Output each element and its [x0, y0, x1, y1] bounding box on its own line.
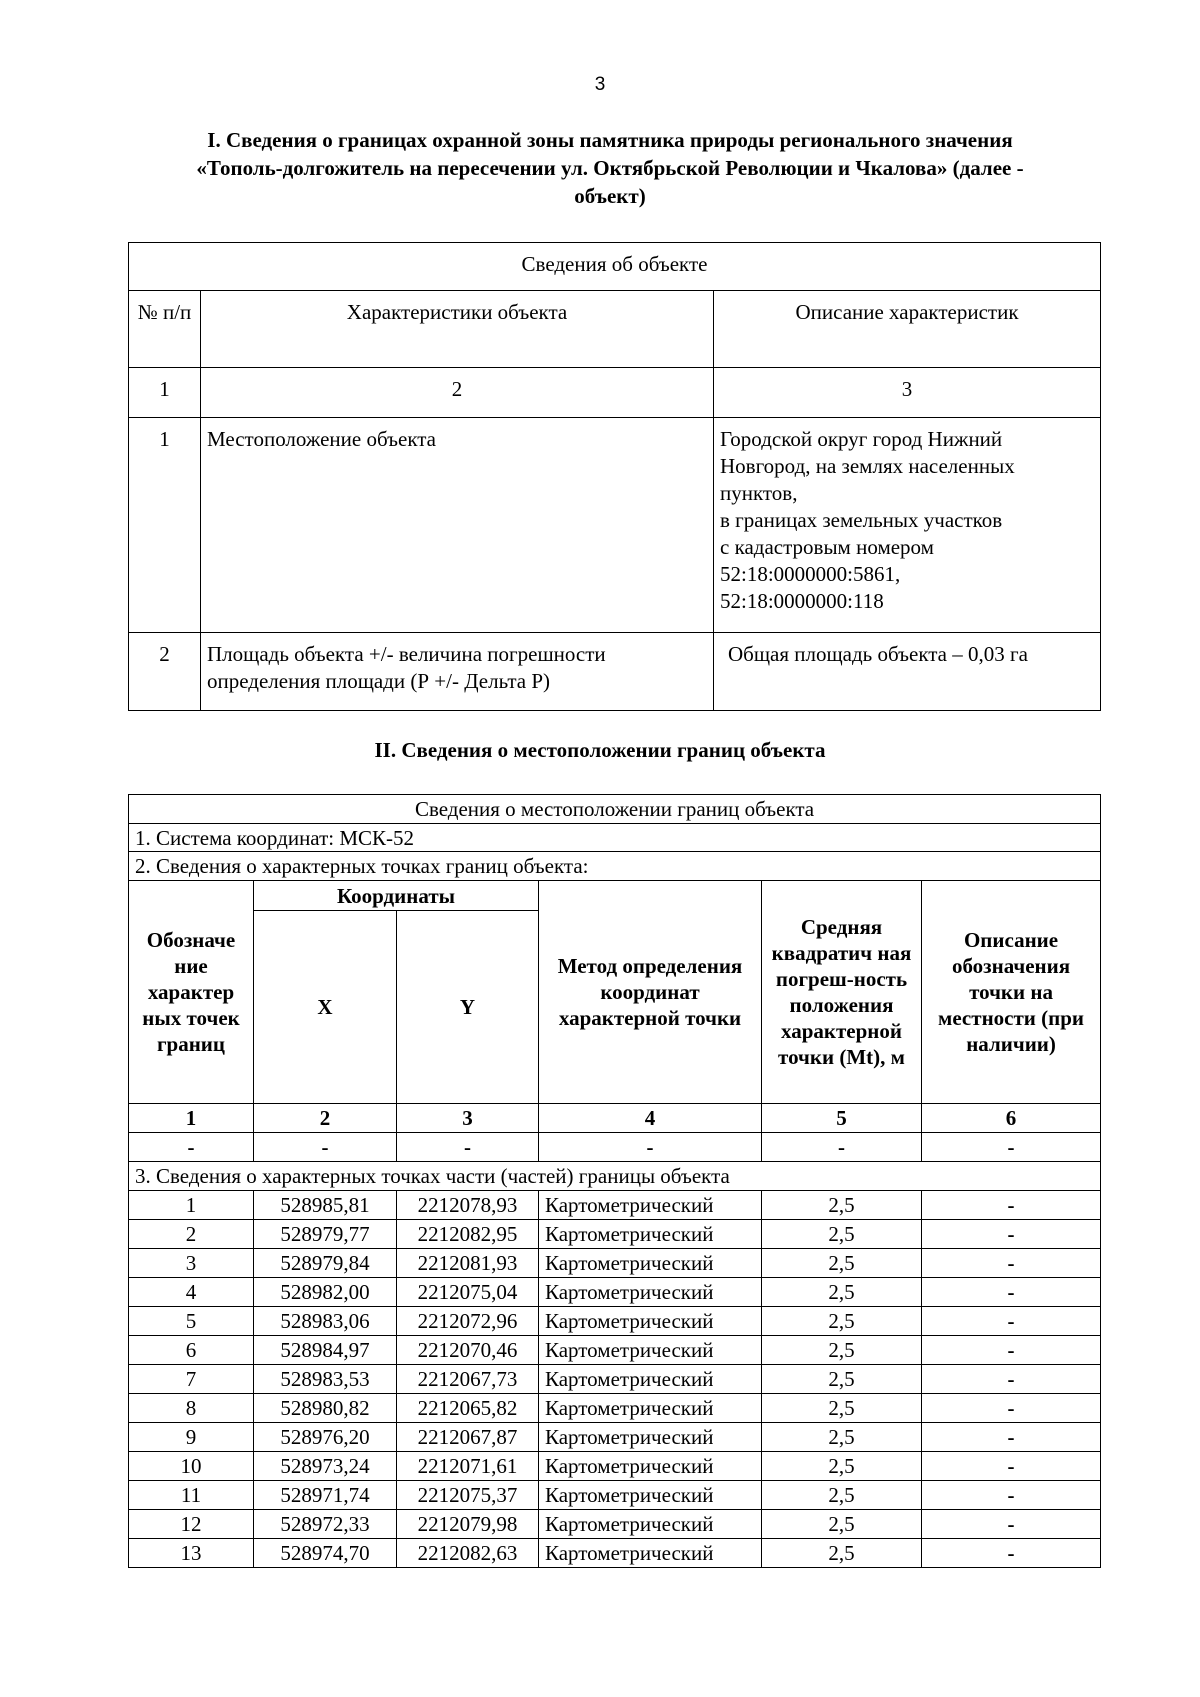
section1-title: I. Сведения о границах охранной зоны памятника природы регионального значения «Тополь-долгожитель на пересечении ул. Октябрьской Революции и Чкалова» (далее - объект) [196, 128, 1024, 208]
point-description: - [922, 1278, 1101, 1307]
point-number: 9 [129, 1423, 254, 1452]
mean-error: 2,5 [762, 1336, 922, 1365]
x-coordinate: 528982,00 [254, 1278, 397, 1307]
table-caption: Сведения об объекте [129, 243, 1101, 291]
x-coordinate: 528976,20 [254, 1423, 397, 1452]
point-description: - [922, 1510, 1101, 1539]
page-number: 3 [594, 74, 606, 95]
table-row [129, 1452, 1101, 1481]
table-row [129, 1539, 1101, 1568]
mean-error: 2,5 [762, 1510, 922, 1539]
cell: - [762, 1133, 922, 1162]
cell: - [397, 1133, 539, 1162]
point-number: 12 [129, 1510, 254, 1539]
header-x: X [254, 911, 397, 1104]
mean-error: 2,5 [762, 1249, 922, 1278]
x-coordinate: 528984,97 [254, 1336, 397, 1365]
x-coordinate: 528979,77 [254, 1220, 397, 1249]
table-row [129, 1191, 1101, 1220]
cell: - [539, 1133, 762, 1162]
y-coordinate: 2212078,93 [397, 1191, 539, 1220]
point-description: - [922, 1336, 1101, 1365]
point-number: 7 [129, 1365, 254, 1394]
point-description: - [922, 1539, 1101, 1568]
point-description: - [922, 1481, 1101, 1510]
y-coordinate: 2212067,73 [397, 1365, 539, 1394]
row-num: 1 [129, 418, 201, 633]
row-desc [714, 633, 1101, 711]
x-coordinate: 528980,82 [254, 1394, 397, 1423]
y-coordinate: 2212067,87 [397, 1423, 539, 1452]
point-number: 3 [129, 1249, 254, 1278]
mean-error: 2,5 [762, 1394, 922, 1423]
object-info-table [128, 242, 1101, 711]
point-number: 5 [129, 1307, 254, 1336]
header-num: № п/п [129, 291, 201, 368]
table-row [129, 1365, 1101, 1394]
point-number: 2 [129, 1220, 254, 1249]
points-body [129, 1191, 1101, 1568]
method: Картометрический [539, 1365, 762, 1394]
table-row [129, 418, 1101, 633]
y-coordinate: 2212082,95 [397, 1220, 539, 1249]
mean-error: 2,5 [762, 1539, 922, 1568]
x-coordinate: 528974,70 [254, 1539, 397, 1568]
col-number: 1 [129, 1104, 254, 1133]
table-row [129, 1249, 1101, 1278]
mean-error: 2,5 [762, 1452, 922, 1481]
method: Картометрический [539, 1394, 762, 1423]
empty-row [129, 1133, 1101, 1162]
desc-line: пунктов, [720, 481, 798, 505]
header-method: Метод определения координат характерной точки [539, 881, 762, 1104]
y-coordinate: 2212075,37 [397, 1481, 539, 1510]
point-number: 1 [129, 1191, 254, 1220]
y-coordinate: 2212081,93 [397, 1249, 539, 1278]
point-number: 13 [129, 1539, 254, 1568]
point-description: - [922, 1220, 1101, 1249]
mean-error: 2,5 [762, 1191, 922, 1220]
coord-system: 1. Система координат: МСК-52 [129, 824, 1101, 852]
cell: - [922, 1133, 1101, 1162]
cell: - [254, 1133, 397, 1162]
header-coordinates: Координаты [254, 881, 539, 911]
y-coordinate: 2212082,63 [397, 1539, 539, 1568]
desc-line: Городской округ город Нижний [720, 427, 1003, 451]
col-number: 3 [714, 368, 1101, 418]
point-description: - [922, 1307, 1101, 1336]
method: Картометрический [539, 1510, 762, 1539]
col-number: 4 [539, 1104, 762, 1133]
table-row [129, 1423, 1101, 1452]
point-number: 4 [129, 1278, 254, 1307]
mean-error: 2,5 [762, 1481, 922, 1510]
row-name: Местоположение объекта [201, 418, 714, 633]
col-number: 3 [397, 1104, 539, 1133]
y-coordinate: 2212079,98 [397, 1510, 539, 1539]
mean-error: 2,5 [762, 1220, 922, 1249]
col-number: 5 [762, 1104, 922, 1133]
header-y: Y [397, 911, 539, 1104]
mean-error: 2,5 [762, 1365, 922, 1394]
table-row [129, 1278, 1101, 1307]
col-number: 2 [201, 368, 714, 418]
y-coordinate: 2212065,82 [397, 1394, 539, 1423]
header-point-name: Обозначе ние характер ных точек границ [129, 881, 254, 1104]
method: Картометрический [539, 1307, 762, 1336]
point-description: - [922, 1394, 1101, 1423]
method: Картометрический [539, 1452, 762, 1481]
table-row [129, 1394, 1101, 1423]
point-number: 6 [129, 1336, 254, 1365]
point-number: 8 [129, 1394, 254, 1423]
mean-error: 2,5 [762, 1307, 922, 1336]
desc-line: 52:18:0000000:118 [720, 589, 884, 613]
x-coordinate: 528979,84 [254, 1249, 397, 1278]
boundary-points-table [128, 794, 1101, 1568]
mean-error: 2,5 [762, 1423, 922, 1452]
row-num: 2 [129, 633, 201, 711]
col-number: 1 [129, 368, 201, 418]
y-coordinate: 2212075,04 [397, 1278, 539, 1307]
col-number: 2 [254, 1104, 397, 1133]
y-coordinate: 2212072,96 [397, 1307, 539, 1336]
cell: - [129, 1133, 254, 1162]
point-description: - [922, 1191, 1101, 1220]
x-coordinate: 528985,81 [254, 1191, 397, 1220]
header-characteristics: Характеристики объекта [201, 291, 714, 368]
x-coordinate: 528972,33 [254, 1510, 397, 1539]
y-coordinate: 2212071,61 [397, 1452, 539, 1481]
point-number: 10 [129, 1452, 254, 1481]
method: Картометрический [539, 1539, 762, 1568]
method: Картометрический [539, 1481, 762, 1510]
method: Картометрический [539, 1191, 762, 1220]
mean-error: 2,5 [762, 1278, 922, 1307]
desc-line: 52:18:0000000:5861, [720, 562, 901, 586]
x-coordinate: 528983,53 [254, 1365, 397, 1394]
point-description: - [922, 1365, 1101, 1394]
x-coordinate: 528983,06 [254, 1307, 397, 1336]
col-number: 6 [922, 1104, 1101, 1133]
point-number: 11 [129, 1481, 254, 1510]
x-coordinate: 528971,74 [254, 1481, 397, 1510]
method: Картометрический [539, 1423, 762, 1452]
point-description: - [922, 1423, 1101, 1452]
table-row [129, 1336, 1101, 1365]
header-description: Описание обозначения точки на местности (при наличии) [922, 881, 1101, 1104]
desc-line: Общая площадь объекта – 0,03 га [728, 642, 1028, 666]
points-heading: 2. Сведения о характерных точках границ объекта: [129, 852, 1101, 881]
table-row [129, 1307, 1101, 1336]
table-row [129, 633, 1101, 711]
method: Картометрический [539, 1249, 762, 1278]
x-coordinate: 528973,24 [254, 1452, 397, 1481]
desc-line: Новгород, на землях населенных [720, 454, 1015, 478]
table-row [129, 1220, 1101, 1249]
y-coordinate: 2212070,46 [397, 1336, 539, 1365]
section2-title: II. Сведения о местоположении границ объекта [374, 738, 826, 762]
parts-heading: 3. Сведения о характерных точках части (частей) границы объекта [129, 1162, 1101, 1191]
table-caption: Сведения о местоположении границ объекта [129, 795, 1101, 824]
table-row [129, 1510, 1101, 1539]
point-description: - [922, 1249, 1101, 1278]
table-row [129, 1481, 1101, 1510]
header-description: Описание характеристик [714, 291, 1101, 368]
point-description: - [922, 1452, 1101, 1481]
method: Картометрический [539, 1336, 762, 1365]
row-desc [714, 418, 1101, 633]
header-error: Средняя квадратич ная погреш-ность положения характерной точки (Mt), м [762, 881, 922, 1104]
desc-line: с кадастровым номером [720, 535, 934, 559]
row-name: Площадь объекта +/- величина погрешности определения площади (Р +/- Дельта Р) [201, 633, 714, 711]
method: Картометрический [539, 1220, 762, 1249]
method: Картометрический [539, 1278, 762, 1307]
desc-line: в границах земельных участков [720, 508, 1003, 532]
